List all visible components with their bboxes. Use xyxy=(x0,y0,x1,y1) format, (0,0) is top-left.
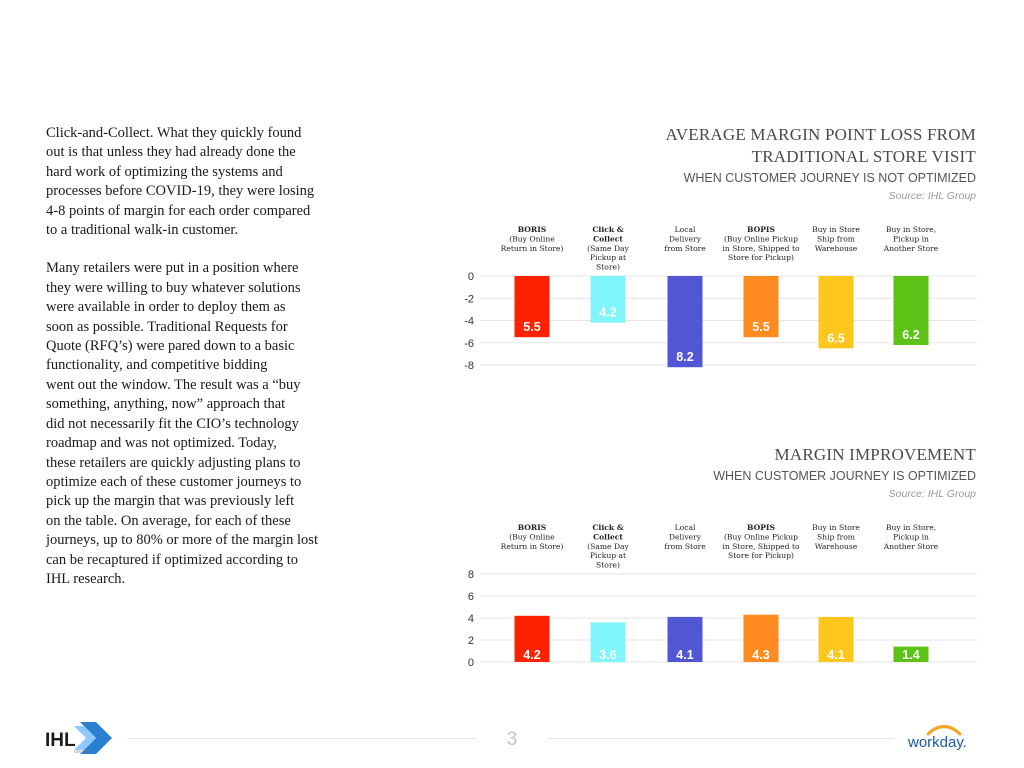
category-label-line: (Buy Online Pickup xyxy=(723,234,799,244)
body-paragraph-1: Click-and-Collect. What they quickly found out is that unless they had already done the hard work of optimizing the systems and processes before COVID-19, they were losing 4-8 points of margin for each order compared to a traditional walk-in customer. xyxy=(46,125,315,239)
category-label-line: Buy in Store, xyxy=(885,225,937,234)
y-tick-label: -8 xyxy=(464,360,474,372)
body-paragraph-2: Many retailers were put in a position where they were willing to buy whatever solutions were available in order to deploy them as soon as possible. Traditional Requests for Quote (RFQ’s) were pared down to a basic functionality, and competitive bidding went out the window. The result was a “buy something, anything, now” approach that did not necessarily fit the CIO’s technology roadmap and was not optimized. Today, these retailers are quickly adjusting plans to optimize each of these customer journeys to pick up the margin that was previously left on the table. On average, for each of these journeys, up to 80% or more of the margin lost can be recaptured if optimized according to IHL research. xyxy=(46,260,318,587)
data-label: 4.1 xyxy=(676,648,694,662)
data-label: 4.2 xyxy=(599,305,617,320)
category-label xyxy=(722,225,800,262)
y-tick-label: 4 xyxy=(467,613,474,625)
data-label: 4.1 xyxy=(827,648,845,662)
category-label-line: BORIS xyxy=(517,523,547,532)
ihl-logo-mark xyxy=(44,720,116,756)
page-number: 3 xyxy=(506,729,518,750)
category-label xyxy=(501,523,564,551)
category-label-line: Buy in Store xyxy=(812,523,860,532)
category-label-line: Warehouse xyxy=(814,243,858,253)
category-label-line: in Store, Shipped to xyxy=(722,541,800,551)
category-label-line: (Same Day xyxy=(587,541,629,551)
category-label-line: Pickup in xyxy=(893,234,929,244)
category-label-line: Store for Pickup) xyxy=(728,551,794,561)
category-label-line: BOPIS xyxy=(747,523,775,532)
chart2-subtitle: WHEN CUSTOMER JOURNEY IS OPTIMIZED xyxy=(713,469,976,483)
data-label: 8.2 xyxy=(676,350,694,365)
chart1-title-line1: AVERAGE MARGIN POINT LOSS FROM xyxy=(665,125,976,144)
category-label-line: Delivery xyxy=(668,532,702,542)
category-label-line: Store for Pickup) xyxy=(728,253,794,263)
footer-line-right xyxy=(548,738,894,739)
y-tick-label: 0 xyxy=(467,657,474,669)
y-tick-label: -2 xyxy=(464,293,474,306)
category-label-line: Collect xyxy=(593,234,623,244)
category-label-line: BORIS xyxy=(517,225,547,234)
data-label: 1.4 xyxy=(902,648,920,662)
category-label-line: Warehouse xyxy=(814,541,858,551)
category-label-line: Pickup at xyxy=(589,253,627,263)
data-label: 6.5 xyxy=(827,331,845,346)
chart1-subtitle: WHEN CUSTOMER JOURNEY IS NOT OPTIMIZED xyxy=(683,171,976,185)
data-label: 6.2 xyxy=(902,327,920,342)
category-label-line: (Same Day xyxy=(587,243,629,253)
chart1-source: Source: IHL Group xyxy=(888,190,976,202)
data-label: 3.6 xyxy=(599,648,617,662)
category-label-line: Return in Store) xyxy=(500,541,564,551)
category-label-line: (Buy Online Pickup xyxy=(723,532,799,542)
category-label-line: Click & xyxy=(592,523,624,532)
category-label-line: (Buy Online xyxy=(509,234,555,244)
category-label-line: Click & xyxy=(592,225,624,234)
data-label: 5.5 xyxy=(523,320,541,335)
body-text xyxy=(46,124,346,608)
category-label-line: Local xyxy=(674,225,696,234)
category-label-line: Another Store xyxy=(883,541,939,551)
data-label: 4.2 xyxy=(523,648,541,662)
margin-improvement-chart xyxy=(440,516,985,671)
category-label-line: in Store, Shipped to xyxy=(722,243,800,253)
chart2-source: Source: IHL Group xyxy=(888,488,976,500)
category-label xyxy=(812,523,860,551)
category-label-line: Delivery xyxy=(668,234,702,244)
y-tick-label: -6 xyxy=(464,337,474,350)
category-label-line: from Store xyxy=(664,541,706,551)
workday-logo xyxy=(906,721,982,755)
category-label xyxy=(883,523,939,551)
category-label-line: Collect xyxy=(593,532,623,542)
chart2-header xyxy=(713,444,976,500)
category-label xyxy=(587,225,629,272)
category-label xyxy=(722,523,800,560)
data-label: 4.3 xyxy=(752,648,770,662)
category-label-line: Return in Store) xyxy=(500,243,564,253)
category-label xyxy=(664,225,706,253)
margin-loss-chart xyxy=(440,218,985,376)
category-label-line: Pickup at xyxy=(589,551,627,561)
category-label-line: Pickup in xyxy=(893,532,929,542)
category-label xyxy=(883,225,939,253)
category-label-line: BOPIS xyxy=(747,225,775,234)
workday-logo-text: workday. xyxy=(908,734,967,751)
data-label: 5.5 xyxy=(752,320,770,335)
workday-logo-mark xyxy=(906,721,982,751)
category-label-line: Buy in Store xyxy=(812,225,860,234)
y-tick-label: 6 xyxy=(467,591,474,603)
category-label xyxy=(812,225,860,253)
category-label-line: Another Store xyxy=(883,243,939,253)
ihl-logo-text: IHL xyxy=(45,730,76,751)
category-label xyxy=(664,523,706,551)
y-tick-label: 2 xyxy=(467,635,474,647)
category-label-line: Store) xyxy=(596,560,620,570)
category-label-line: Store) xyxy=(596,262,620,272)
chart1-title-line2: TRADITIONAL STORE VISIT xyxy=(751,147,976,166)
y-tick-label: 0 xyxy=(467,271,474,283)
ihl-logo-subtext: GROUP xyxy=(74,749,89,754)
y-tick-label: 8 xyxy=(467,569,474,581)
category-label-line: Local xyxy=(674,523,696,532)
footer-line-left xyxy=(128,738,476,739)
category-label-line: Ship from xyxy=(816,234,856,244)
category-label xyxy=(501,225,564,253)
category-label-line: from Store xyxy=(664,243,706,253)
ihl-logo xyxy=(44,720,116,760)
y-tick-label: -4 xyxy=(464,315,474,328)
category-label-line: Buy in Store, xyxy=(885,523,937,532)
category-label-line: Ship from xyxy=(816,532,856,542)
category-label xyxy=(587,523,629,570)
chart1-header xyxy=(666,124,976,202)
category-label-line: (Buy Online xyxy=(509,532,555,542)
chart2-title-line1: MARGIN IMPROVEMENT xyxy=(774,445,976,464)
